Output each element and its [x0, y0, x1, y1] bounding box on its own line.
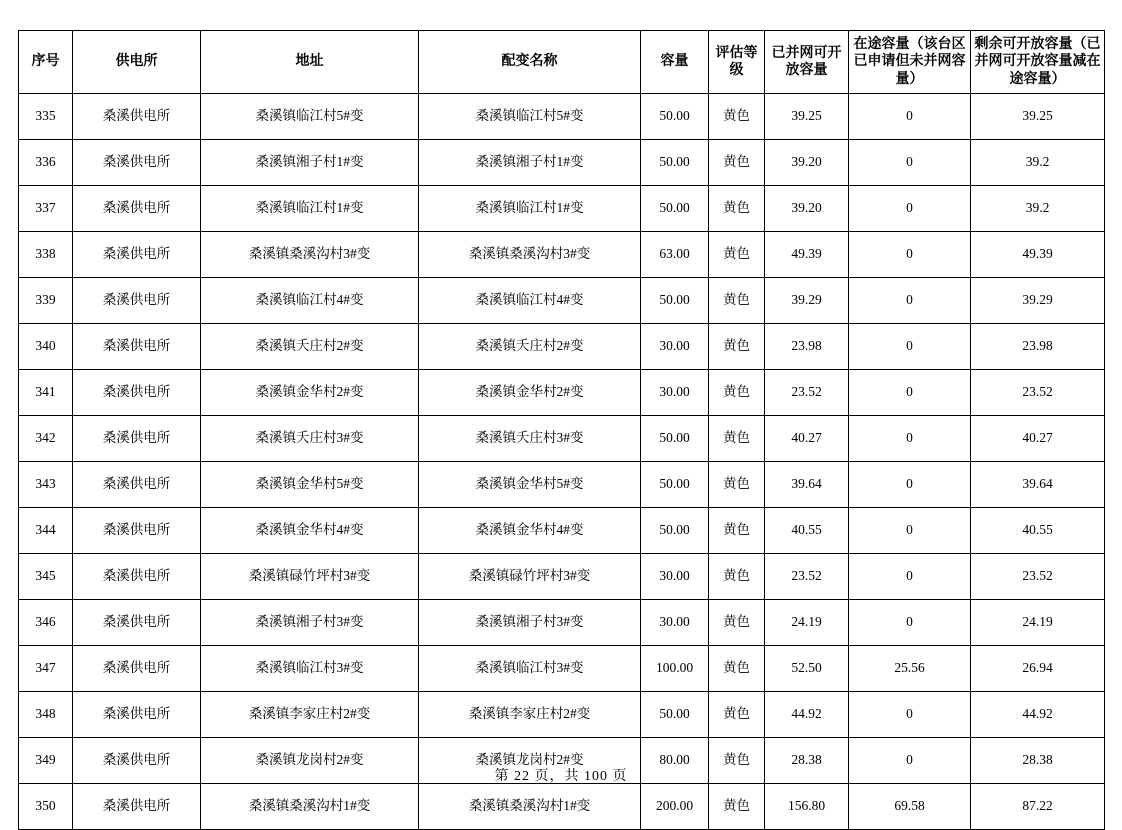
cell-grade: 黄色 [709, 370, 765, 416]
cell-available: 156.80 [765, 784, 849, 830]
cell-transformer: 桑溪镇夭庄村3#变 [419, 416, 641, 462]
cell-station: 桑溪供电所 [73, 692, 201, 738]
col-header-transit: 在途容量（该台区已申请但未并网容量） [849, 31, 971, 94]
cell-address: 桑溪镇龙岗村2#变 [201, 738, 419, 784]
cell-transit: 0 [849, 416, 971, 462]
cell-remaining: 39.2 [971, 186, 1105, 232]
cell-address: 桑溪镇湘子村1#变 [201, 140, 419, 186]
cell-seq: 335 [19, 94, 73, 140]
col-header-available: 已并网可开放容量 [765, 31, 849, 94]
cell-station: 桑溪供电所 [73, 600, 201, 646]
cell-station: 桑溪供电所 [73, 232, 201, 278]
cell-remaining: 40.55 [971, 508, 1105, 554]
cell-seq: 340 [19, 324, 73, 370]
cell-seq: 341 [19, 370, 73, 416]
table-row [19, 370, 1105, 416]
cell-remaining: 39.29 [971, 278, 1105, 324]
table-row [19, 416, 1105, 462]
cell-address: 桑溪镇临江村4#变 [201, 278, 419, 324]
cell-address: 桑溪镇临江村3#变 [201, 646, 419, 692]
table-header [19, 31, 1105, 94]
cell-seq: 344 [19, 508, 73, 554]
table-row [19, 186, 1105, 232]
cell-transformer: 桑溪镇李家庄村2#变 [419, 692, 641, 738]
cell-capacity: 30.00 [641, 324, 709, 370]
cell-available: 23.98 [765, 324, 849, 370]
cell-available: 23.52 [765, 554, 849, 600]
cell-available: 44.92 [765, 692, 849, 738]
cell-remaining: 87.22 [971, 784, 1105, 830]
cell-capacity: 50.00 [641, 508, 709, 554]
cell-transformer: 桑溪镇龙岗村2#变 [419, 738, 641, 784]
table-row [19, 462, 1105, 508]
cell-remaining: 40.27 [971, 416, 1105, 462]
cell-remaining: 39.25 [971, 94, 1105, 140]
capacity-table-wrapper [18, 30, 1104, 830]
cell-address: 桑溪镇金华村2#变 [201, 370, 419, 416]
cell-grade: 黄色 [709, 140, 765, 186]
cell-capacity: 50.00 [641, 416, 709, 462]
cell-station: 桑溪供电所 [73, 554, 201, 600]
table-row [19, 140, 1105, 186]
cell-transformer: 桑溪镇临江村1#变 [419, 186, 641, 232]
cell-station: 桑溪供电所 [73, 278, 201, 324]
cell-station: 桑溪供电所 [73, 324, 201, 370]
cell-grade: 黄色 [709, 94, 765, 140]
cell-address: 桑溪镇夭庄村2#变 [201, 324, 419, 370]
cell-grade: 黄色 [709, 232, 765, 278]
table-row [19, 600, 1105, 646]
cell-seq: 348 [19, 692, 73, 738]
cell-address: 桑溪镇金华村5#变 [201, 462, 419, 508]
cell-transformer: 桑溪镇临江村4#变 [419, 278, 641, 324]
cell-remaining: 23.52 [971, 554, 1105, 600]
cell-transformer: 桑溪镇湘子村1#变 [419, 140, 641, 186]
cell-transit: 0 [849, 94, 971, 140]
cell-grade: 黄色 [709, 324, 765, 370]
cell-remaining: 39.64 [971, 462, 1105, 508]
table-row [19, 278, 1105, 324]
cell-capacity: 50.00 [641, 94, 709, 140]
cell-seq: 347 [19, 646, 73, 692]
cell-address: 桑溪镇金华村4#变 [201, 508, 419, 554]
cell-capacity: 30.00 [641, 600, 709, 646]
cell-grade: 黄色 [709, 738, 765, 784]
cell-transformer: 桑溪镇临江村3#变 [419, 646, 641, 692]
cell-transit: 0 [849, 738, 971, 784]
cell-grade: 黄色 [709, 784, 765, 830]
cell-grade: 黄色 [709, 462, 765, 508]
cell-transit: 0 [849, 692, 971, 738]
cell-capacity: 30.00 [641, 370, 709, 416]
cell-transit: 0 [849, 370, 971, 416]
cell-grade: 黄色 [709, 416, 765, 462]
table-row [19, 324, 1105, 370]
cell-station: 桑溪供电所 [73, 140, 201, 186]
cell-transit: 0 [849, 324, 971, 370]
cell-address: 桑溪镇临江村5#变 [201, 94, 419, 140]
cell-transformer: 桑溪镇碌竹坪村3#变 [419, 554, 641, 600]
table-row [19, 784, 1105, 830]
capacity-table [18, 30, 1105, 830]
cell-available: 40.27 [765, 416, 849, 462]
cell-address: 桑溪镇临江村1#变 [201, 186, 419, 232]
table-row [19, 94, 1105, 140]
col-header-station: 供电所 [73, 31, 201, 94]
table-row [19, 646, 1105, 692]
cell-address: 桑溪镇碌竹坪村3#变 [201, 554, 419, 600]
cell-grade: 黄色 [709, 600, 765, 646]
col-header-address: 地址 [201, 31, 419, 94]
table-row [19, 554, 1105, 600]
cell-available: 39.25 [765, 94, 849, 140]
cell-available: 49.39 [765, 232, 849, 278]
cell-grade: 黄色 [709, 508, 765, 554]
cell-address: 桑溪镇湘子村3#变 [201, 600, 419, 646]
cell-seq: 337 [19, 186, 73, 232]
cell-capacity: 80.00 [641, 738, 709, 784]
page-number-text: 第 22 页，共 100 页 [494, 769, 628, 784]
cell-transit: 0 [849, 140, 971, 186]
cell-remaining: 26.94 [971, 646, 1105, 692]
cell-transformer: 桑溪镇桑溪沟村3#变 [419, 232, 641, 278]
cell-available: 39.20 [765, 140, 849, 186]
cell-grade: 黄色 [709, 692, 765, 738]
cell-remaining: 49.39 [971, 232, 1105, 278]
cell-station: 桑溪供电所 [73, 416, 201, 462]
cell-available: 23.52 [765, 370, 849, 416]
table-row [19, 508, 1105, 554]
table-row [19, 692, 1105, 738]
col-header-transformer: 配变名称 [419, 31, 641, 94]
cell-address: 桑溪镇桑溪沟村1#变 [201, 784, 419, 830]
cell-seq: 343 [19, 462, 73, 508]
cell-station: 桑溪供电所 [73, 508, 201, 554]
cell-station: 桑溪供电所 [73, 94, 201, 140]
cell-available: 52.50 [765, 646, 849, 692]
cell-capacity: 50.00 [641, 692, 709, 738]
cell-seq: 342 [19, 416, 73, 462]
cell-transformer: 桑溪镇临江村5#变 [419, 94, 641, 140]
cell-transformer: 桑溪镇金华村2#变 [419, 370, 641, 416]
cell-seq: 345 [19, 554, 73, 600]
table-body [19, 94, 1105, 830]
page-footer [0, 765, 1122, 785]
cell-capacity: 50.00 [641, 140, 709, 186]
col-header-capacity: 容量 [641, 31, 709, 94]
cell-remaining: 23.52 [971, 370, 1105, 416]
cell-grade: 黄色 [709, 646, 765, 692]
cell-capacity: 30.00 [641, 554, 709, 600]
cell-remaining: 24.19 [971, 600, 1105, 646]
cell-station: 桑溪供电所 [73, 462, 201, 508]
cell-available: 24.19 [765, 600, 849, 646]
cell-transit: 0 [849, 600, 971, 646]
cell-seq: 336 [19, 140, 73, 186]
col-header-remaining: 剩余可开放容量（已并网可开放容量减在途容量） [971, 31, 1105, 94]
cell-transformer: 桑溪镇湘子村3#变 [419, 600, 641, 646]
cell-available: 39.29 [765, 278, 849, 324]
cell-remaining: 39.2 [971, 140, 1105, 186]
cell-station: 桑溪供电所 [73, 646, 201, 692]
cell-capacity: 50.00 [641, 462, 709, 508]
cell-transformer: 桑溪镇金华村4#变 [419, 508, 641, 554]
cell-capacity: 50.00 [641, 278, 709, 324]
cell-remaining: 23.98 [971, 324, 1105, 370]
table-header-row [19, 31, 1105, 94]
cell-seq: 338 [19, 232, 73, 278]
cell-address: 桑溪镇桑溪沟村3#变 [201, 232, 419, 278]
cell-available: 28.38 [765, 738, 849, 784]
cell-station: 桑溪供电所 [73, 370, 201, 416]
cell-transit: 69.58 [849, 784, 971, 830]
cell-capacity: 63.00 [641, 232, 709, 278]
table-row [19, 232, 1105, 278]
cell-grade: 黄色 [709, 554, 765, 600]
cell-station: 桑溪供电所 [73, 738, 201, 784]
cell-station: 桑溪供电所 [73, 784, 201, 830]
cell-seq: 339 [19, 278, 73, 324]
cell-seq: 346 [19, 600, 73, 646]
cell-address: 桑溪镇李家庄村2#变 [201, 692, 419, 738]
cell-remaining: 44.92 [971, 692, 1105, 738]
col-header-grade: 评估等级 [709, 31, 765, 94]
cell-seq: 350 [19, 784, 73, 830]
cell-station: 桑溪供电所 [73, 186, 201, 232]
cell-capacity: 200.00 [641, 784, 709, 830]
cell-grade: 黄色 [709, 186, 765, 232]
cell-transformer: 桑溪镇夭庄村2#变 [419, 324, 641, 370]
cell-address: 桑溪镇夭庄村3#变 [201, 416, 419, 462]
cell-capacity: 100.00 [641, 646, 709, 692]
cell-transit: 0 [849, 232, 971, 278]
cell-available: 39.20 [765, 186, 849, 232]
cell-transit: 0 [849, 186, 971, 232]
cell-transit: 25.56 [849, 646, 971, 692]
cell-seq: 349 [19, 738, 73, 784]
cell-grade: 黄色 [709, 278, 765, 324]
cell-transit: 0 [849, 462, 971, 508]
cell-transit: 0 [849, 508, 971, 554]
cell-transit: 0 [849, 554, 971, 600]
cell-available: 40.55 [765, 508, 849, 554]
cell-capacity: 50.00 [641, 186, 709, 232]
cell-transit: 0 [849, 278, 971, 324]
cell-transformer: 桑溪镇金华村5#变 [419, 462, 641, 508]
cell-transformer: 桑溪镇桑溪沟村1#变 [419, 784, 641, 830]
col-header-seq: 序号 [19, 31, 73, 94]
cell-remaining: 28.38 [971, 738, 1105, 784]
cell-available: 39.64 [765, 462, 849, 508]
